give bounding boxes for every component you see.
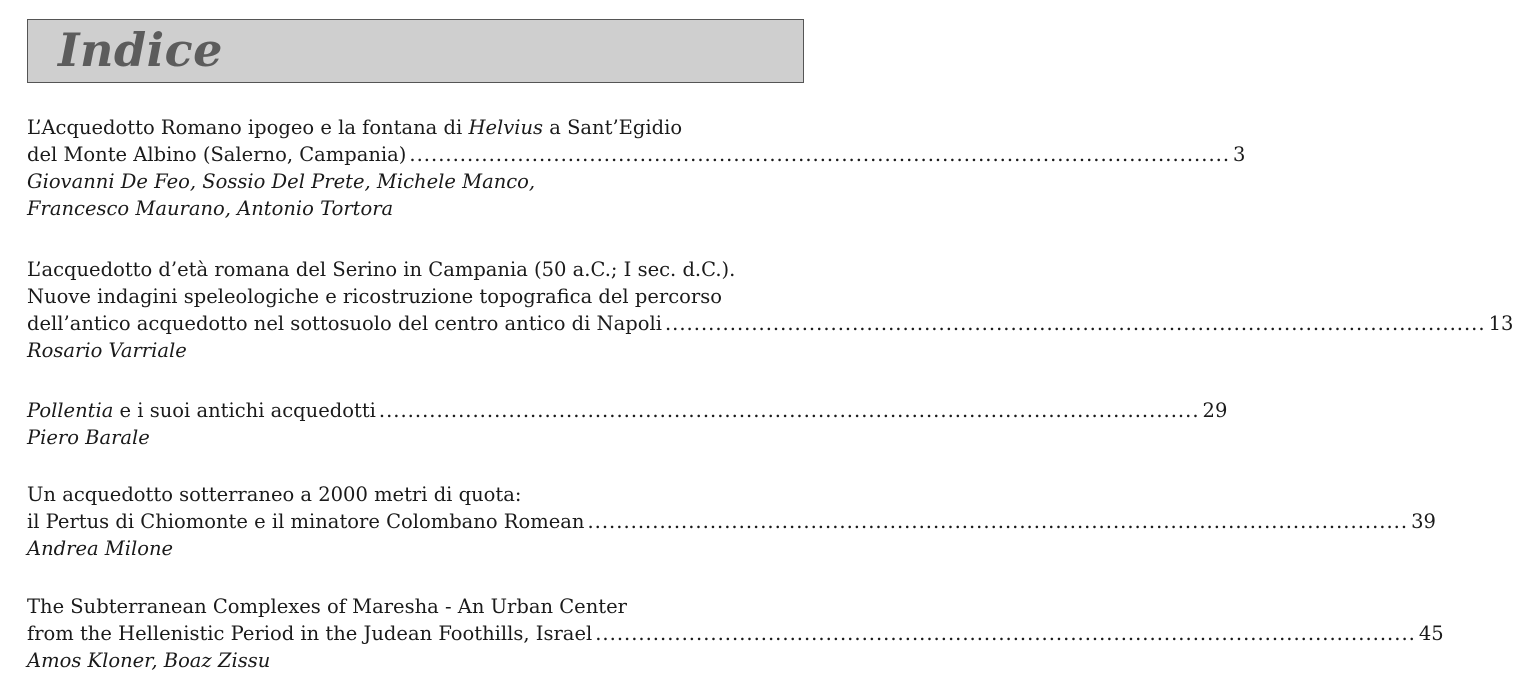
dot-leader: .................................................................................................................. <box>595 622 1416 645</box>
entry-title-text: L’Acquedotto Romano ipogeo e la fontana di <box>27 116 469 139</box>
entry-authors: Rosario Varriale <box>27 339 187 362</box>
entry-title-line <box>27 114 806 141</box>
toc-entry <box>27 593 1444 674</box>
dot-leader: .................................................................................................................. <box>409 143 1231 166</box>
toc-entry <box>27 256 1513 364</box>
entry-title-leader-line <box>27 141 1246 168</box>
entry-title-text <box>27 397 376 424</box>
entry-title-leader-line <box>27 310 1513 337</box>
entry-title-text: il Pertus di Chiomonte e il minatore Colombano Romean <box>27 510 585 533</box>
toc-entry <box>27 397 1228 451</box>
dot-leader: .................................................................................................................. <box>587 510 1409 533</box>
page-number: 13 <box>1488 312 1513 335</box>
entry-title-text: from the Hellenistic Period in the Judean Foothills, Israel <box>27 622 593 645</box>
entry-title-line: L’acquedotto d’età romana del Serino in Campania (50 a.C.; I sec. d.C.). <box>27 258 736 281</box>
dot-leader: .................................................................................................................. <box>378 399 1200 422</box>
entry-title-line: Un acquedotto sotterraneo a 2000 metri di quota: <box>27 483 522 506</box>
entry-title-leader-line <box>27 397 1228 424</box>
index-header <box>27 19 804 83</box>
page-title: Indice <box>58 23 223 77</box>
entry-title-text: dell’antico acquedotto nel sottosuolo del centro antico di Napoli <box>27 312 662 335</box>
page-number: 3 <box>1233 143 1246 166</box>
toc-entry <box>27 114 1246 222</box>
entry-title-text: a Sant’Egidio <box>543 116 683 139</box>
page-number: 29 <box>1202 399 1228 422</box>
entry-authors: Amos Kloner, Boaz Zissu <box>27 649 271 672</box>
page-number: 45 <box>1418 622 1444 645</box>
entry-authors: Piero Barale <box>27 426 150 449</box>
entry-title-leader-line <box>27 508 1436 535</box>
entry-title-text: del Monte Albino (Salerno, Campania) <box>27 143 407 166</box>
entry-authors: Giovanni De Feo, Sossio Del Prete, Michele Manco, <box>27 170 536 193</box>
entry-title-italic: Pollentia <box>27 399 114 422</box>
page-number: 39 <box>1411 510 1436 533</box>
dot-leader: .................................................................................................................. <box>664 312 1486 335</box>
entry-title-italic: Helvius <box>468 116 544 139</box>
entry-title-line: The Subterranean Complexes of Maresha - An Urban Center <box>27 595 627 618</box>
toc-entry <box>27 481 1436 562</box>
entry-authors: Andrea Milone <box>27 537 174 560</box>
entry-title-text: e i suoi antichi acquedotti <box>113 399 376 422</box>
entry-title-line: Nuove indagini speleologiche e ricostruzione topografica del percorso <box>27 285 722 308</box>
entry-title-leader-line <box>27 620 1444 647</box>
entry-authors: Francesco Maurano, Antonio Tortora <box>27 197 394 220</box>
